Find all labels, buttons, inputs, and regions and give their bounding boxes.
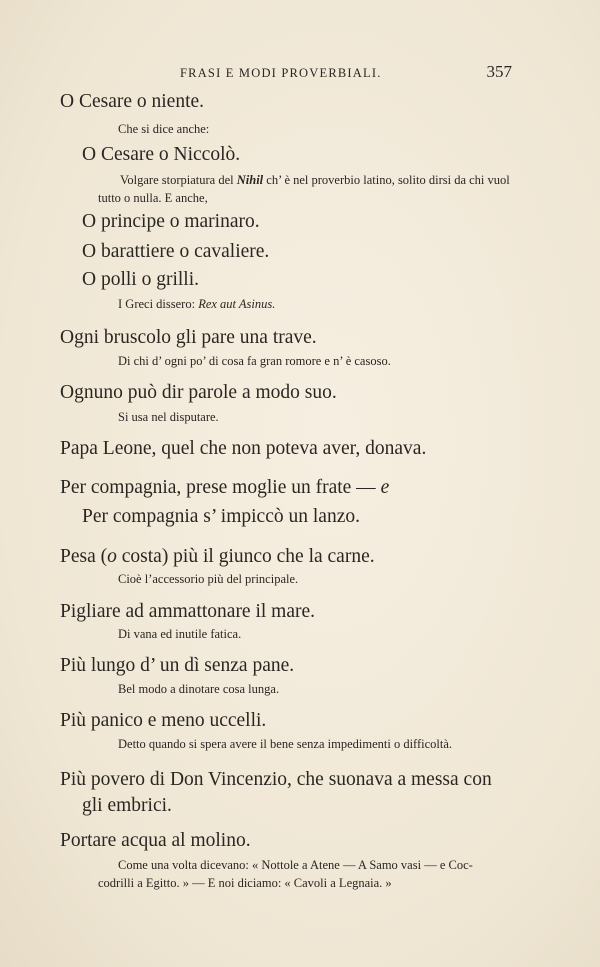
proverb-note (98, 171, 510, 207)
note-latin-word: Nihil (236, 173, 264, 187)
proverb-entry: O Cesare o niente. (60, 91, 205, 112)
proverb-entry: gli embrici. (82, 795, 172, 816)
proverb-entry: Papa Leone, quel che non poteva aver, donava. (60, 438, 427, 459)
proverb-note: Di vana ed inutile fatica. (118, 627, 242, 641)
proverb-entry: Ogni bruscolo gli pare una trave. (60, 327, 317, 348)
proverb-note: Si usa nel disputare. (118, 410, 219, 424)
proverb-entry: O principe o marinaro. (82, 211, 260, 232)
entry-text: Per compagnia, prese moglie un frate — (60, 477, 376, 498)
proverb-note: Bel modo a dinotare cosa lunga. (118, 682, 280, 696)
entry-text: Pesa ( (60, 546, 108, 567)
proverb-entry: Pigliare ad ammattonare il mare. (60, 601, 316, 622)
entry-text: costa) più il giunco che la carne. (121, 546, 375, 567)
proverb-entry: Più panico e meno uccelli. (60, 710, 267, 731)
proverb-entry (60, 476, 389, 500)
proverb-note: Che si dice anche: (118, 122, 210, 136)
proverb-note: Detto quando si spera avere il bene senza impedimenti o difficoltà. (118, 737, 453, 751)
proverb-note: codrilli a Egitto. » — E noi diciamo: « Cavoli a Legnaia. » (98, 876, 392, 890)
entry-variant: o (107, 546, 117, 567)
proverb-note: Cioè l’accessorio più del principale. (118, 572, 299, 586)
proverb-entry: Per compagnia s’ impiccò un lanzo. (82, 506, 360, 527)
proverb-entry (60, 545, 375, 569)
proverb-entry: Portare acqua al molino. (60, 830, 251, 851)
proverb-entry: O Cesare o Niccolò. (82, 144, 241, 165)
proverb-entry: O polli o grilli. (82, 269, 199, 290)
proverb-entry: Più lungo d’ un dì senza pane. (60, 655, 295, 676)
note-text: Volgare storpiatura del (120, 173, 234, 187)
note-text: I Greci dissero: (118, 297, 196, 311)
proverb-entry: O barattiere o cavaliere. (82, 241, 270, 262)
entry-conjunction: e (380, 477, 390, 498)
proverb-entry: Più povero di Don Vincenzio, che suonava a messa con (60, 769, 492, 790)
note-latin-quote: Rex aut Asinus. (198, 297, 276, 311)
page-number: 357 (486, 62, 512, 81)
page-header (180, 62, 512, 82)
proverb-note: Come una volta dicevano: « Nottole a Atene — A Samo vasi — e Coc- (118, 858, 473, 872)
proverb-note: Di chi d’ ogni po’ di cosa fa gran romore e n’ è casoso. (118, 354, 391, 368)
note-text: ch’ è nel proverbio latino, solito dirsi da chi vuol tutto o nulla. E anche, (98, 173, 510, 205)
running-title: FRASI E MODI PROVERBIALI. (180, 66, 382, 80)
proverb-entry: Ognuno può dir parole a modo suo. (60, 382, 337, 403)
proverb-note (118, 295, 275, 313)
